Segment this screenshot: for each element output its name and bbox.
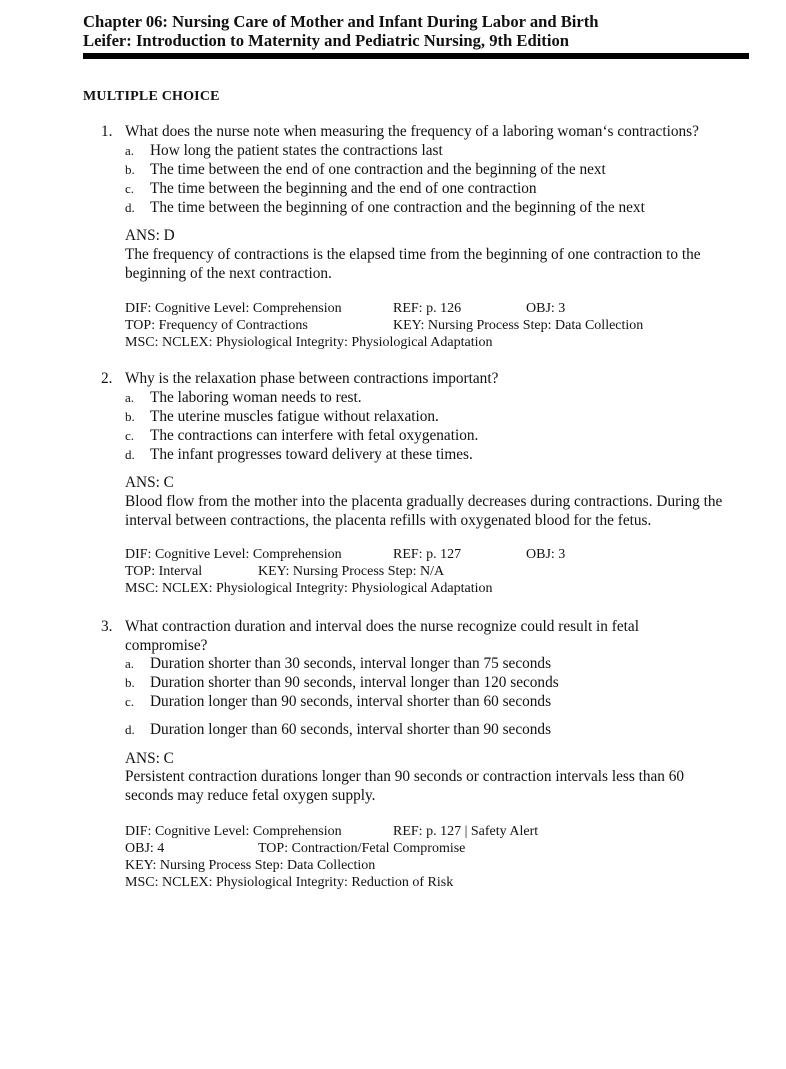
option-text: Duration longer than 90 seconds, interval shorter than 60 seconds — [150, 693, 552, 710]
option-letter: c. — [125, 428, 135, 443]
option-text: Duration longer than 60 seconds, interval shorter than 90 seconds — [150, 721, 552, 738]
document-header — [83, 12, 763, 50]
answer-label: ANS: C — [125, 474, 174, 491]
book-title: Leifer: Introduction to Maternity and Pediatric Nursing, 9th Edition — [83, 31, 569, 50]
option-text: The time between the end of one contraction and the beginning of the next — [150, 161, 606, 178]
option-letter: a. — [125, 143, 135, 158]
option-a — [125, 388, 362, 407]
reference: REF: p. 127 | Safety Alert — [393, 824, 539, 839]
option-d — [125, 720, 551, 739]
option-letter: a. — [125, 390, 135, 405]
difficulty: DIF: Cognitive Level: Comprehension — [125, 547, 342, 562]
section-title: MULTIPLE CHOICE — [83, 89, 220, 104]
option-letter: a. — [125, 656, 135, 671]
chapter-title: Chapter 06: Nursing Care of Mother and Infant During Labor and Birth — [83, 12, 599, 31]
option-letter: b. — [125, 409, 135, 424]
msc: MSC: NCLEX: Physiological Integrity: Physiological Adaptation — [125, 581, 493, 596]
key: KEY: Nursing Process Step: Data Collection — [125, 858, 376, 873]
answer-rationale: Persistent contraction durations longer than 90 seconds or contraction intervals less than 60 seconds may reduce fetal oxygen supply. — [125, 768, 685, 804]
option-text: The laboring woman needs to rest. — [150, 389, 362, 406]
question-stem: Why is the relaxation phase between contractions important? — [125, 370, 499, 387]
msc: MSC: NCLEX: Physiological Integrity: Physiological Adaptation — [125, 335, 493, 350]
objective: OBJ: 3 — [526, 547, 566, 562]
option-a — [125, 654, 551, 673]
option-letter: b. — [125, 162, 135, 177]
option-letter: d. — [125, 200, 135, 215]
option-text: The uterine muscles fatigue without relaxation. — [150, 408, 439, 425]
topic: TOP: Contraction/Fetal Compromise — [258, 841, 466, 856]
option-b — [125, 160, 606, 179]
option-letter: d. — [125, 447, 135, 462]
option-letter: d. — [125, 722, 135, 737]
objective: OBJ: 3 — [526, 301, 566, 316]
reference: REF: p. 127 — [393, 547, 462, 562]
option-text: The time between the beginning and the end of one contraction — [150, 180, 537, 197]
option-text: The contractions can interfere with fetal oxygenation. — [150, 427, 479, 444]
answer-rationale: The frequency of contractions is the elapsed time from the beginning of one contraction to the beginning of the next contraction. — [125, 246, 701, 282]
objective: OBJ: 4 — [125, 841, 165, 856]
difficulty: DIF: Cognitive Level: Comprehension — [125, 824, 342, 839]
reference: REF: p. 126 — [393, 301, 462, 316]
option-c — [125, 179, 537, 198]
option-c — [125, 692, 551, 711]
option-text: Duration shorter than 90 seconds, interval longer than 120 seconds — [150, 674, 559, 691]
question-number: 2. — [101, 370, 113, 387]
answer-label: ANS: D — [125, 227, 175, 244]
option-d — [125, 198, 645, 217]
answer-label: ANS: C — [125, 750, 174, 767]
key: KEY: Nursing Process Step: N/A — [258, 564, 445, 579]
option-letter: c. — [125, 694, 135, 709]
question-number: 3. — [101, 618, 113, 635]
option-b — [125, 673, 559, 692]
option-letter: c. — [125, 181, 135, 196]
topic: TOP: Interval — [125, 564, 203, 579]
option-text: The infant progresses toward delivery at these times. — [150, 446, 473, 463]
option-text: Duration shorter than 30 seconds, interval longer than 75 seconds — [150, 655, 552, 672]
question-number: 1. — [101, 123, 113, 140]
answer-rationale: Blood flow from the mother into the placenta gradually decreases during contractions. During the interval between contractions, the placenta refills with oxygenated blood for the fetus. — [125, 493, 723, 529]
option-text: The time between the beginning of one contraction and the beginning of the next — [150, 199, 645, 216]
header-divider — [83, 53, 749, 59]
option-letter: b. — [125, 675, 135, 690]
option-a — [125, 141, 443, 160]
question-stem: What contraction duration and interval does the nurse recognize could result in fetal compromise? — [125, 618, 639, 654]
question-stem: What does the nurse note when measuring the frequency of a laboring woman‘s contractions? — [125, 123, 699, 140]
difficulty: DIF: Cognitive Level: Comprehension — [125, 301, 342, 316]
option-b — [125, 407, 439, 426]
option-text: How long the patient states the contractions last — [150, 142, 443, 159]
option-d — [125, 445, 473, 464]
key: KEY: Nursing Process Step: Data Collection — [393, 318, 644, 333]
option-c — [125, 426, 478, 445]
msc: MSC: NCLEX: Physiological Integrity: Reduction of Risk — [125, 875, 454, 890]
topic: TOP: Frequency of Contractions — [125, 318, 308, 333]
